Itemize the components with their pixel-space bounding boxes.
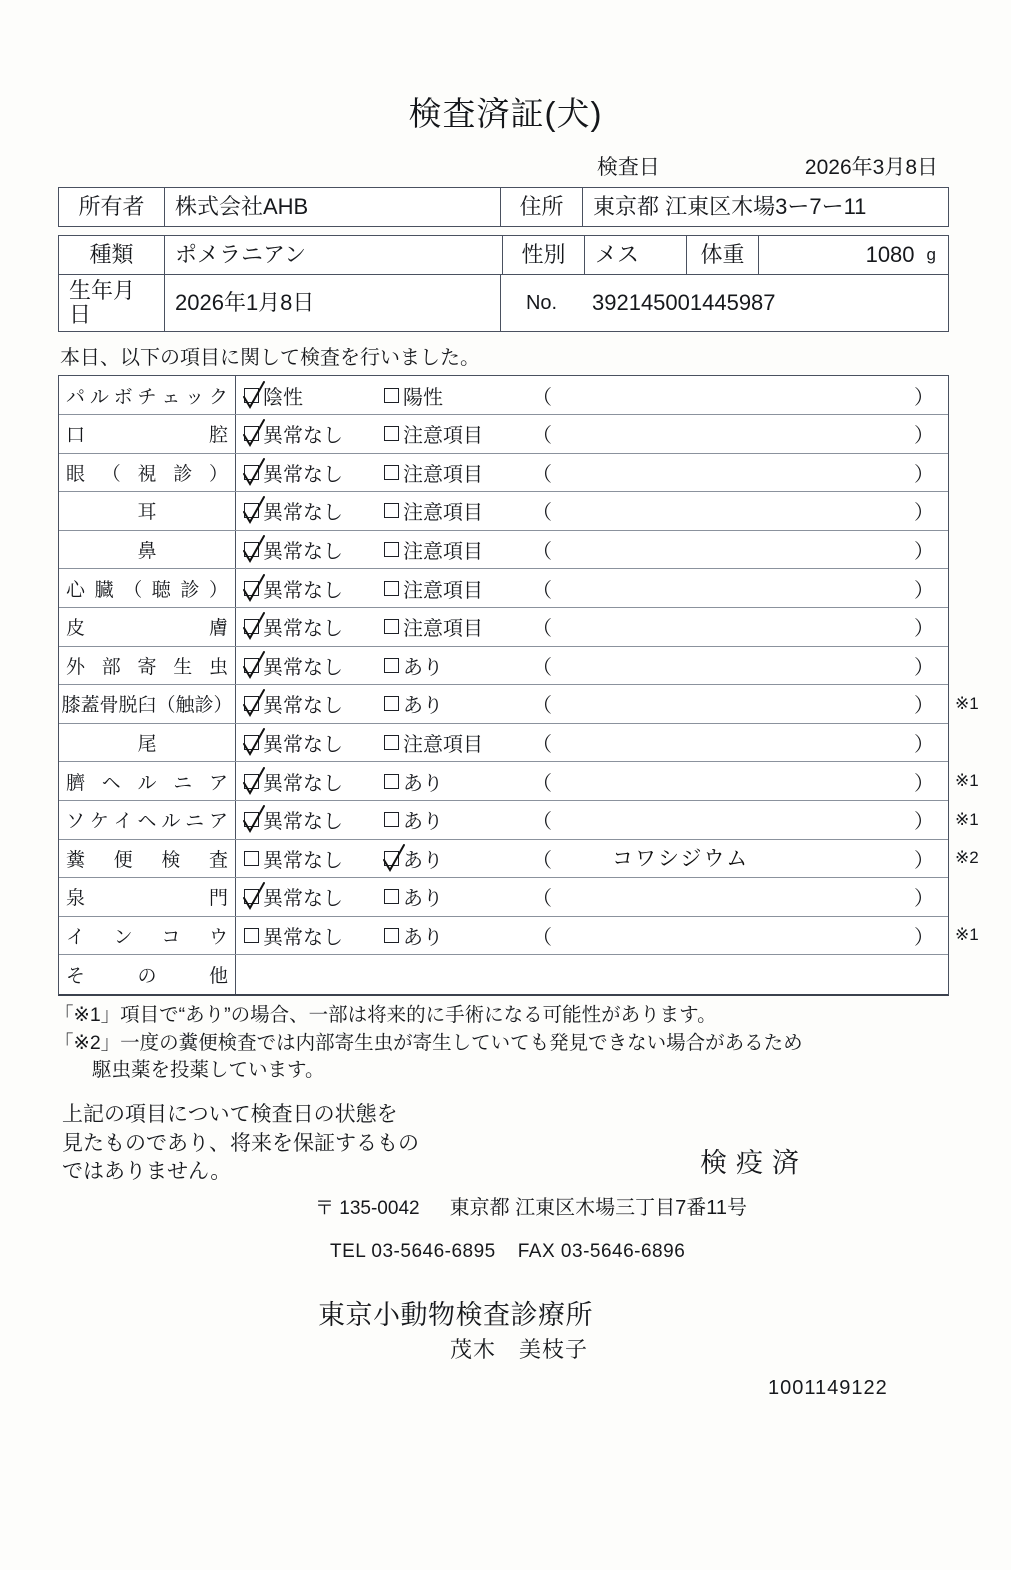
checkbox-icon[interactable] bbox=[384, 619, 399, 634]
veterinarian-name: 茂木 美枝子 bbox=[450, 1336, 589, 1362]
checkbox-option-1-label: 異常なし bbox=[263, 926, 343, 949]
remarks-field[interactable] bbox=[532, 612, 948, 641]
checkbox-option-2-label: あり bbox=[403, 926, 443, 949]
checkbox-option-1-label: 異常なし bbox=[263, 734, 343, 757]
clinic-address: 東京都 江東区木場三丁目7番11号 bbox=[449, 1196, 748, 1219]
checkbox-icon[interactable] bbox=[384, 928, 399, 943]
checkbox-option-2[interactable] bbox=[384, 921, 532, 950]
remarks-field[interactable] bbox=[532, 882, 948, 911]
checkbox-option-2[interactable] bbox=[384, 612, 532, 641]
quarantine-stamp: 検疫済 bbox=[700, 1147, 808, 1178]
checkbox-option-1[interactable] bbox=[244, 574, 384, 603]
checkbox-icon[interactable] bbox=[384, 542, 399, 557]
exam-row-options bbox=[236, 955, 948, 994]
exam-row-options bbox=[236, 608, 948, 646]
checkbox-icon[interactable] bbox=[244, 658, 259, 673]
checkbox-icon[interactable] bbox=[384, 812, 399, 827]
checkbox-option-2-label: あり bbox=[403, 888, 443, 911]
footnote-2-line2: 駆虫薬を投薬しています。 bbox=[92, 1059, 325, 1082]
checkbox-option-2[interactable] bbox=[384, 767, 532, 796]
paren-open: （ bbox=[532, 425, 552, 448]
exam-row-options bbox=[236, 917, 948, 955]
disclaimer-line-2: 見たものであり、将来を保証するもの bbox=[62, 1131, 419, 1155]
checkbox-icon[interactable] bbox=[244, 619, 259, 634]
remarks-field[interactable] bbox=[532, 921, 948, 950]
checkbox-option-1[interactable] bbox=[244, 805, 384, 834]
remarks-field[interactable] bbox=[532, 767, 948, 796]
checkbox-icon[interactable] bbox=[244, 503, 259, 518]
paren-open: （ bbox=[532, 656, 552, 679]
exam-date-value: 2026年3月8日 bbox=[804, 156, 938, 179]
footnote-marker: ※1 bbox=[955, 693, 979, 713]
exam-date-label: 検査日 bbox=[596, 156, 660, 179]
checkbox-icon[interactable] bbox=[244, 735, 259, 750]
exam-row-label: 尾 bbox=[59, 724, 236, 762]
checkbox-option-1-label: 異常なし bbox=[263, 811, 343, 834]
checkbox-icon[interactable] bbox=[384, 889, 399, 904]
checkbox-option-1-label: 異常なし bbox=[263, 425, 343, 448]
remarks-field[interactable] bbox=[532, 728, 948, 757]
checkbox-option-1-label: 異常なし bbox=[263, 463, 343, 486]
checkbox-icon[interactable] bbox=[384, 465, 399, 480]
paren-close: ） bbox=[914, 926, 934, 949]
exam-row bbox=[59, 569, 948, 608]
checkbox-option-2-label: 注意項目 bbox=[403, 579, 483, 602]
contact-line bbox=[330, 1241, 685, 1263]
disclaimer bbox=[62, 1101, 419, 1187]
checkbox-option-2[interactable] bbox=[384, 805, 532, 834]
checkbox-option-2[interactable] bbox=[384, 651, 532, 680]
paren-close: ） bbox=[914, 811, 934, 834]
checkbox-option-2-label: 注意項目 bbox=[403, 618, 483, 641]
checkbox-option-2-label: 注意項目 bbox=[403, 425, 483, 448]
dob-value: 2026年1月8日 bbox=[164, 275, 500, 331]
animal-box bbox=[58, 235, 949, 332]
checkbox-option-1[interactable] bbox=[244, 844, 384, 873]
checkbox-icon[interactable] bbox=[244, 812, 259, 827]
paren-open: （ bbox=[532, 734, 552, 757]
checkbox-option-2-label: 注意項目 bbox=[403, 734, 483, 757]
info-section bbox=[58, 187, 949, 332]
paren-open: （ bbox=[532, 579, 552, 602]
number-label: No. bbox=[500, 275, 582, 331]
checkbox-icon[interactable] bbox=[384, 581, 399, 596]
checkbox-option-1[interactable] bbox=[244, 728, 384, 757]
address-label: 住所 bbox=[500, 188, 582, 226]
exam-row-options bbox=[236, 415, 948, 453]
telephone: TEL 03-5646-6895 bbox=[330, 1240, 496, 1262]
checkbox-option-2-label: 注意項目 bbox=[403, 463, 483, 486]
paren-close: ） bbox=[914, 618, 934, 641]
address-value: 東京都 江東区木場3ー7ー11 bbox=[582, 188, 948, 226]
exam-row bbox=[59, 415, 948, 454]
checkbox-icon[interactable] bbox=[384, 696, 399, 711]
checkbox-icon[interactable] bbox=[244, 465, 259, 480]
checkbox-option-1[interactable] bbox=[244, 882, 384, 911]
paren-open: （ bbox=[532, 386, 552, 409]
checkbox-option-2[interactable] bbox=[384, 882, 532, 911]
exam-row bbox=[59, 454, 948, 493]
paren-close: ） bbox=[914, 425, 934, 448]
exam-row-label: 泉 門 bbox=[59, 878, 236, 916]
exam-row bbox=[59, 840, 979, 879]
exam-row-label: パ ル ボ チ ェ ッ ク bbox=[59, 376, 236, 414]
exam-row-options bbox=[236, 801, 948, 839]
paren-open: （ bbox=[532, 888, 552, 911]
paren-close: ） bbox=[914, 734, 934, 757]
kind-label: 種類 bbox=[89, 241, 134, 267]
checkbox-option-1[interactable] bbox=[244, 921, 384, 950]
checkbox-option-1[interactable] bbox=[244, 381, 384, 410]
exam-row bbox=[59, 685, 979, 724]
paren-open: （ bbox=[532, 463, 552, 486]
paren-open: （ bbox=[532, 618, 552, 641]
footnote-marker: ※2 bbox=[955, 848, 979, 868]
weight-unit: g bbox=[926, 244, 936, 264]
paren-close: ） bbox=[914, 463, 934, 486]
checkbox-icon[interactable] bbox=[384, 851, 399, 866]
checkbox-option-2[interactable] bbox=[384, 381, 532, 410]
exam-row-options bbox=[236, 492, 948, 530]
checkbox-option-1[interactable] bbox=[244, 458, 384, 487]
paren-open: （ bbox=[532, 926, 552, 949]
remarks-field[interactable] bbox=[532, 535, 948, 564]
paren-open: （ bbox=[532, 695, 552, 718]
checkbox-option-2-label: あり bbox=[403, 656, 443, 679]
footnote-1: 「※1」項目で“あり”の場合、一部は将来的に手術になる可能性があります。 bbox=[54, 1003, 717, 1026]
checkbox-option-1-label: 異常なし bbox=[263, 888, 343, 911]
checkbox-icon[interactable] bbox=[244, 542, 259, 557]
exam-row-label: 鼻 bbox=[59, 531, 236, 569]
checkbox-option-2[interactable] bbox=[384, 496, 532, 525]
sex-label: 性別 bbox=[502, 236, 584, 274]
footnotes bbox=[54, 1002, 1011, 1085]
exam-row-label: 臍 ヘ ル ニ ア bbox=[59, 762, 236, 800]
paren-close: ） bbox=[914, 849, 934, 872]
sex-value: メス bbox=[584, 236, 686, 274]
checkbox-option-1[interactable] bbox=[244, 651, 384, 680]
weight-value: 1080 bbox=[865, 241, 915, 267]
exam-row bbox=[59, 531, 948, 570]
paren-close: ） bbox=[914, 888, 934, 911]
remarks-field[interactable] bbox=[532, 496, 948, 525]
owner-box bbox=[58, 187, 949, 227]
remarks-field[interactable] bbox=[532, 381, 948, 410]
paren-open: （ bbox=[532, 849, 552, 872]
checkbox-icon[interactable] bbox=[384, 774, 399, 789]
checkbox-option-2-label: 陽性 bbox=[403, 386, 443, 409]
weight-label: 体重 bbox=[686, 236, 758, 274]
exam-row-label: 皮 膚 bbox=[59, 608, 236, 646]
paren-close: ） bbox=[914, 541, 934, 564]
paren-open: （ bbox=[532, 772, 552, 795]
remarks-field[interactable] bbox=[532, 651, 948, 680]
exam-row-options bbox=[236, 762, 948, 800]
paren-close: ） bbox=[914, 772, 934, 795]
postal-code: 〒 135-0042 bbox=[315, 1197, 420, 1219]
checkbox-option-1-label: 異常なし bbox=[263, 541, 343, 564]
exam-row bbox=[59, 376, 948, 415]
checkbox-option-1[interactable] bbox=[244, 767, 384, 796]
checkbox-option-1-label: 陰性 bbox=[263, 386, 303, 409]
owner-label: 所有者 bbox=[78, 193, 145, 219]
remarks-handwriting: コワシジウム bbox=[612, 846, 750, 871]
checkbox-option-1-label: 異常なし bbox=[263, 579, 343, 602]
remarks-field[interactable] bbox=[532, 419, 948, 448]
paren-close: ） bbox=[914, 386, 934, 409]
dob-label: 生年月日 bbox=[69, 278, 136, 328]
document-number: 1001149122 bbox=[768, 1376, 888, 1399]
checkbox-option-2[interactable] bbox=[384, 574, 532, 603]
exam-row-options bbox=[236, 840, 948, 878]
checkbox-option-1[interactable] bbox=[244, 535, 384, 564]
exam-row-label: 耳 bbox=[59, 492, 236, 530]
weight-value-cell bbox=[758, 236, 948, 274]
exam-row-label: 眼 （ 視 診 ） bbox=[59, 454, 236, 492]
checkbox-icon[interactable] bbox=[384, 388, 399, 403]
checkbox-option-1[interactable] bbox=[244, 496, 384, 525]
checkbox-icon[interactable] bbox=[384, 426, 399, 441]
exam-row bbox=[59, 801, 979, 840]
exam-row-label: イ ン コ ウ bbox=[59, 917, 236, 955]
footnote-2-line1: 「※2」一度の糞便検査では内部寄生虫が寄生していても発見できない場合があるため bbox=[54, 1031, 803, 1054]
remarks-field[interactable] bbox=[532, 689, 948, 718]
paren-open: （ bbox=[532, 502, 552, 525]
remarks-field[interactable] bbox=[532, 844, 948, 873]
checkbox-option-2-label: あり bbox=[403, 811, 443, 834]
exam-row-label: 糞 便 検 査 bbox=[59, 840, 236, 878]
checkbox-icon[interactable] bbox=[244, 928, 259, 943]
checkbox-option-2-label: あり bbox=[403, 849, 443, 872]
clinic-address-line bbox=[315, 1191, 747, 1220]
remarks-field[interactable] bbox=[532, 805, 948, 834]
disclaimer-line-3: ではありません。 bbox=[62, 1160, 232, 1184]
intro-text: 本日、以下の項目に関して検査を行いました。 bbox=[60, 347, 480, 370]
paren-close: ） bbox=[914, 656, 934, 679]
checkbox-option-2-label: 注意項目 bbox=[403, 502, 483, 525]
exam-row-options bbox=[236, 647, 948, 685]
checkbox-option-1-label: 異常なし bbox=[263, 502, 343, 525]
paren-close: ） bbox=[914, 579, 934, 602]
exam-row-label: ソ ケ イ ヘ ル ニ ア bbox=[59, 801, 236, 839]
checkbox-option-1[interactable] bbox=[244, 612, 384, 641]
exam-row-options bbox=[236, 454, 948, 492]
checkbox-option-2-label: あり bbox=[403, 695, 443, 718]
number-value: 392145001445987 bbox=[592, 290, 776, 316]
checkbox-icon[interactable] bbox=[244, 581, 259, 596]
exam-row bbox=[59, 724, 948, 763]
checkbox-option-1[interactable] bbox=[244, 419, 384, 448]
exam-row-label: 口 腔 bbox=[59, 415, 236, 453]
checkbox-option-2[interactable] bbox=[384, 458, 532, 487]
checkbox-option-1-label: 異常なし bbox=[263, 656, 343, 679]
fax: FAX 03-5646-6896 bbox=[517, 1240, 686, 1262]
paren-close: ） bbox=[914, 502, 934, 525]
exam-row-label: 膝蓋骨脱臼（触診） bbox=[59, 685, 236, 723]
exam-row-options bbox=[236, 569, 948, 607]
paren-close: ） bbox=[914, 695, 934, 718]
footnote-marker: ※1 bbox=[955, 771, 979, 791]
exam-row-options bbox=[236, 376, 948, 414]
checkbox-icon[interactable] bbox=[244, 426, 259, 441]
clinic-name: 東京小動物検査診療所 bbox=[318, 1299, 593, 1330]
paren-open: （ bbox=[532, 811, 552, 834]
exam-row-options bbox=[236, 724, 948, 762]
exam-row bbox=[59, 492, 948, 531]
checkbox-icon[interactable] bbox=[384, 658, 399, 673]
disclaimer-line-1: 上記の項目について検査日の状態を bbox=[62, 1102, 398, 1126]
exam-row bbox=[59, 878, 948, 917]
exam-row bbox=[59, 955, 948, 994]
owner-value: 株式会社AHB bbox=[164, 188, 500, 226]
exam-row bbox=[59, 917, 979, 956]
checkbox-option-2[interactable] bbox=[384, 419, 532, 448]
checkbox-option-2[interactable] bbox=[384, 844, 532, 873]
page-title: 検査済証(犬) bbox=[408, 95, 603, 132]
kind-value: ポメラニアン bbox=[164, 236, 502, 274]
checkbox-icon[interactable] bbox=[244, 851, 259, 866]
exam-row-label: 外 部 寄 生 虫 bbox=[59, 647, 236, 685]
checkbox-option-1[interactable] bbox=[244, 689, 384, 718]
exam-row-options bbox=[236, 878, 948, 916]
paren-open: （ bbox=[532, 541, 552, 564]
checkbox-option-1-label: 異常なし bbox=[263, 695, 343, 718]
footnote-marker: ※1 bbox=[955, 809, 979, 829]
checkbox-icon[interactable] bbox=[384, 503, 399, 518]
checkbox-icon[interactable] bbox=[244, 388, 259, 403]
exam-row-options bbox=[236, 531, 948, 569]
checkbox-option-1-label: 異常なし bbox=[263, 772, 343, 795]
checkbox-icon[interactable] bbox=[244, 774, 259, 789]
checkbox-option-2-label: あり bbox=[403, 772, 443, 795]
checkbox-icon[interactable] bbox=[244, 696, 259, 711]
exam-date-row bbox=[0, 151, 938, 181]
exam-row bbox=[59, 762, 979, 801]
footer-section bbox=[0, 1101, 1011, 1399]
exam-row bbox=[59, 647, 948, 686]
remarks-field[interactable] bbox=[532, 574, 948, 603]
checkbox-option-2-label: 注意項目 bbox=[403, 541, 483, 564]
checkbox-option-1-label: 異常なし bbox=[263, 618, 343, 641]
remarks-field[interactable] bbox=[532, 458, 948, 487]
footnote-marker: ※1 bbox=[955, 925, 979, 945]
checkbox-option-2[interactable] bbox=[384, 689, 532, 718]
exam-row bbox=[59, 608, 948, 647]
checkbox-option-2[interactable] bbox=[384, 728, 532, 757]
exam-row-label: そ の 他 bbox=[59, 955, 236, 994]
checkbox-icon[interactable] bbox=[384, 735, 399, 750]
checkbox-icon[interactable] bbox=[244, 889, 259, 904]
exam-row-label: 心 臓 （ 聴 診 ） bbox=[59, 569, 236, 607]
exam-table bbox=[58, 375, 979, 996]
exam-row-options bbox=[236, 685, 948, 723]
checkbox-option-1-label: 異常なし bbox=[263, 849, 343, 872]
checkbox-option-2[interactable] bbox=[384, 535, 532, 564]
